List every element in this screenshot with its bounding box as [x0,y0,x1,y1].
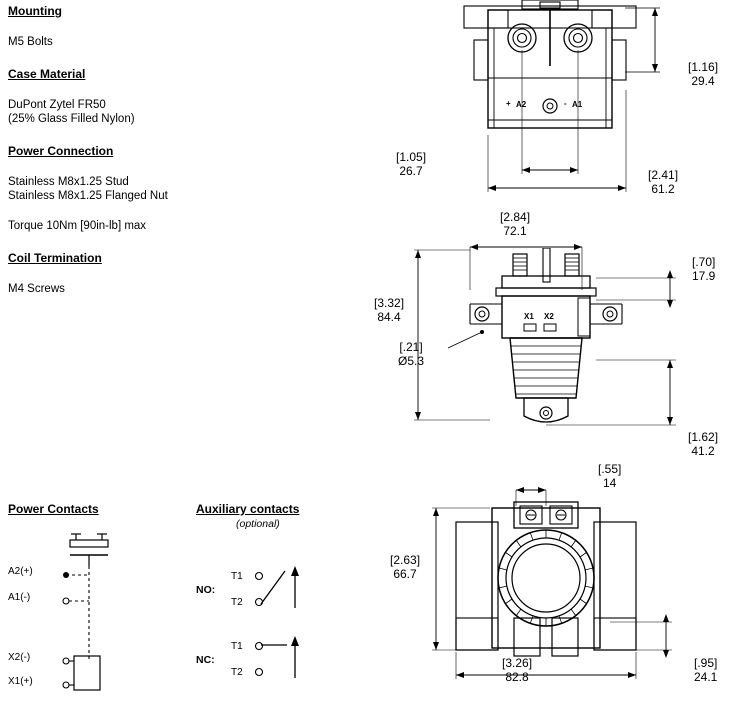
front-view-dim-top-tab [692,255,715,283]
dim-imperial: [1.16] [688,60,719,74]
front-view-dim-overall-width [500,210,530,238]
spec-heading-case-material: Case Material [8,67,86,81]
bottom-view-dim-foot-depth [694,656,717,684]
aux-contacts-heading: Auxiliary contacts [196,502,300,516]
top-view-terminal-a1: A1 [572,100,583,109]
front-view-dim-base-height [688,430,718,458]
spec-line-power-2: Torque 10Nm [90in-lb] max [8,220,147,232]
dim-imperial: [3.32] [374,296,405,310]
bottom-view-dim-body-depth [390,553,420,581]
dim-metric: 41.2 [691,444,715,458]
bottom-view-dim-overall-depth [502,656,532,684]
power-contacts-schematic [8,502,183,697]
bottom-view-dim-tab-width [598,462,621,490]
power-contacts-label-a2: A2(+) [8,566,33,577]
dim-metric: 26.7 [399,164,423,178]
power-contacts-label-a1: A1(-) [8,592,31,603]
aux-no-drawing [251,564,336,624]
dim-metric: 82.8 [505,670,529,684]
aux-contacts-schematic [196,502,346,692]
front-view-dimension-lines [370,210,700,450]
spec-block-case-material [8,67,188,126]
dim-imperial: [.21] [399,340,423,354]
aux-nc-t2-label: T2 [231,667,243,678]
spec-line-mounting-0: M5 Bolts [8,36,53,48]
dim-imperial: [1.62] [688,430,719,444]
dim-metric: 29.4 [691,74,715,88]
dim-imperial: [2.41] [648,168,679,182]
power-contacts-label-x2: X2(-) [8,652,31,663]
spec-block-coil-termination [8,251,188,296]
dim-metric: 84.4 [377,310,401,324]
spec-block-power-connection [8,144,188,233]
aux-nc-t1-label: T1 [231,641,243,652]
aux-nc-drawing [251,634,336,694]
dim-imperial: [1.05] [396,150,427,164]
spec-line-coil-0: M4 Screws [8,283,65,295]
dim-imperial: [2.63] [390,553,421,567]
aux-contacts-subheading: (optional) [236,518,280,530]
top-view-terminal-a2: A2 [516,100,527,109]
spec-line-power-0: Stainless M8x1.25 Stud [8,176,129,188]
power-contacts-drawing [8,528,183,703]
spec-heading-mounting: Mounting [8,4,62,18]
dim-imperial: [2.84] [500,210,531,224]
specs-column [8,4,188,296]
spec-line-power-1: Stainless M8x1.25 Flanged Nut [8,190,168,202]
spec-block-mounting [8,4,188,49]
spec-line-case-1: (25% Glass Filled Nylon) [8,113,135,125]
spec-heading-power-connection: Power Connection [8,144,114,158]
top-view-dim-stud-spacing [396,150,426,178]
top-view-minus-sign: - [564,99,567,108]
top-view-plus-sign: + [506,99,511,108]
top-view-dim-overall-width [648,168,678,196]
dim-metric: 66.7 [393,567,417,581]
front-view-dim-overall-height [374,296,404,324]
aux-no-label: NO: [196,584,216,596]
aux-nc-label: NC: [196,654,215,666]
aux-no-t1-label: T1 [231,571,243,582]
aux-no-t2-label: T2 [231,597,243,608]
dim-metric: 17.9 [692,269,716,283]
dim-metric: 61.2 [651,182,675,196]
dim-metric: 14 [603,476,617,490]
dim-imperial: [.95] [694,656,718,670]
spec-line-case-0: DuPont Zytel FR50 [8,99,106,111]
power-contacts-heading: Power Contacts [8,502,99,516]
bottom-view-dimension-lines [370,460,710,702]
top-view-dim-height-right [688,60,718,88]
front-view-coil-x2: X2 [544,312,554,321]
front-view-dim-mount-hole [398,340,424,368]
dim-metric: 72.1 [503,224,527,238]
dim-imperial: [.70] [692,255,716,269]
power-contacts-label-x1: X1(+) [8,676,33,687]
dim-metric: Ø5.3 [398,354,425,368]
front-view-coil-x1: X1 [524,312,534,321]
dim-imperial: [3.26] [502,656,533,670]
spec-heading-coil-termination: Coil Termination [8,251,102,265]
dim-metric: 24.1 [694,670,718,684]
dim-imperial: [.55] [598,462,622,476]
